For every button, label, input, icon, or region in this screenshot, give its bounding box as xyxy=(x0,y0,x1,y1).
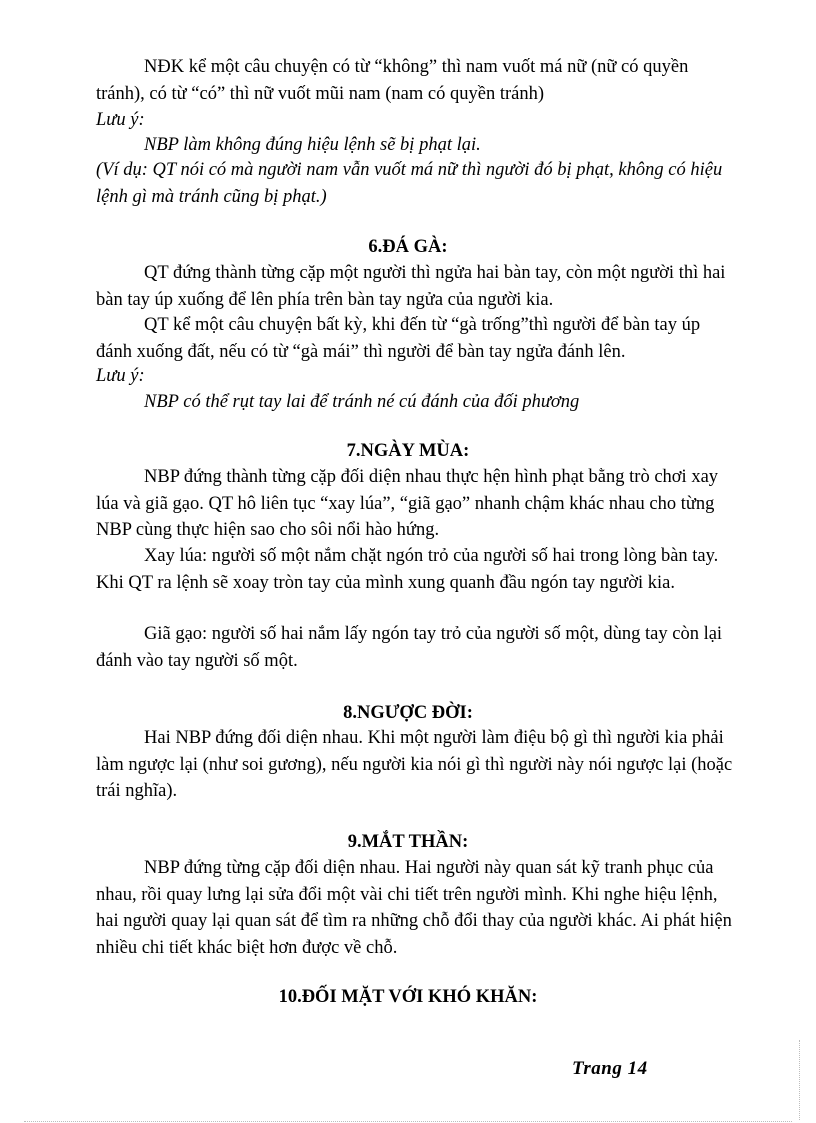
intro-note-label: Lưu ý: xyxy=(96,110,145,130)
intro-note-1: NBP làm không đúng hiệu lệnh sẽ bị phạt lại. xyxy=(144,135,481,155)
section-9-title: 9.MẮT THẦN: xyxy=(347,832,469,852)
section-7-paragraph-3: Giã gạo: người số hai nắm lấy ngón tay trỏ của người số một, dùng tay còn lại đánh vào tay người số một. xyxy=(96,624,723,671)
section-7-title: 7.NGÀY MÙA: xyxy=(346,441,470,461)
section-9-paragraph: NBP đứng từng cặp đối diện nhau. Hai người này quan sát kỹ tranh phục của nhau, rồi quay lưng lại sửa đổi một vài chi tiết trên người mình. Khi nghe hiệu lệnh, hai người quay lại quan sát để tìm ra những chỗ đổi thay của người khác. Ai phát hiện nhiều chi tiết khác biệt hơn được về chỗ. xyxy=(96,858,732,958)
section-8-title: 8.NGƯỢC ĐỜI: xyxy=(343,703,473,723)
intro-note-2: (Ví dụ: QT nói có mà người nam vẫn vuốt má nữ thì người đó bị phạt, không có hiệu lệnh gì mà tránh cũng bị phạt.) xyxy=(96,160,723,207)
section-8-paragraph: Hai NBP đứng đối diện nhau. Khi một người làm điệu bộ gì thì người kia phải làm ngược lại (như soi gương), nếu người kia nói gì thì người này nói ngược lại (hoặc trái nghĩa). xyxy=(96,728,733,801)
page-number: Trang 14 xyxy=(572,1058,648,1079)
section-6-note-label: Lưu ý: xyxy=(96,366,145,386)
section-6-paragraph-1: QT đứng thành từng cặp một người thì ngửa hai bàn tay, còn một người thì hai bàn tay úp xuống để lên phía trên bàn tay ngửa của người kia. xyxy=(96,263,726,310)
section-7-paragraph-1: NBP đứng thành từng cặp đối diện nhau thực hện hình phạt bằng trò chơi xay lúa và giã gạo. QT hô liên tục “xay lúa”, “giã gạo” nhanh chậm khác nhau cho từng NBP cùng thực hiện sao cho sôi nổi hào hứng. xyxy=(96,467,719,540)
bottom-dotted-border xyxy=(24,1121,792,1122)
section-6-paragraph-2: QT kể một câu chuyện bất kỳ, khi đến từ “gà trống”thì người để bàn tay úp đánh xuống đất, nếu có từ “gà mái” thì người để bàn tay ngửa đánh lên. xyxy=(96,315,701,362)
section-6-note: NBP có thể rụt tay lai để tránh né cú đánh của đối phương xyxy=(144,392,580,412)
section-7-paragraph-2: Xay lúa: người số một nắm chặt ngón trỏ của người số hai trong lòng bàn tay. Khi QT ra lệnh sẽ xoay tròn tay của mình xung quanh đầu ngón tay người kia. xyxy=(96,546,719,593)
section-6-title: 6.ĐÁ GÀ: xyxy=(368,237,448,257)
section-10-title: 10.ĐỐI MẶT VỚI KHÓ KHĂN: xyxy=(278,987,538,1007)
intro-paragraph: NĐK kể một câu chuyện có từ “không” thì nam vuốt má nữ (nữ có quyền tránh), có từ “có” thì nữ vuốt mũi nam (nam có quyền tránh) xyxy=(96,57,689,104)
right-dotted-border xyxy=(799,1040,800,1120)
